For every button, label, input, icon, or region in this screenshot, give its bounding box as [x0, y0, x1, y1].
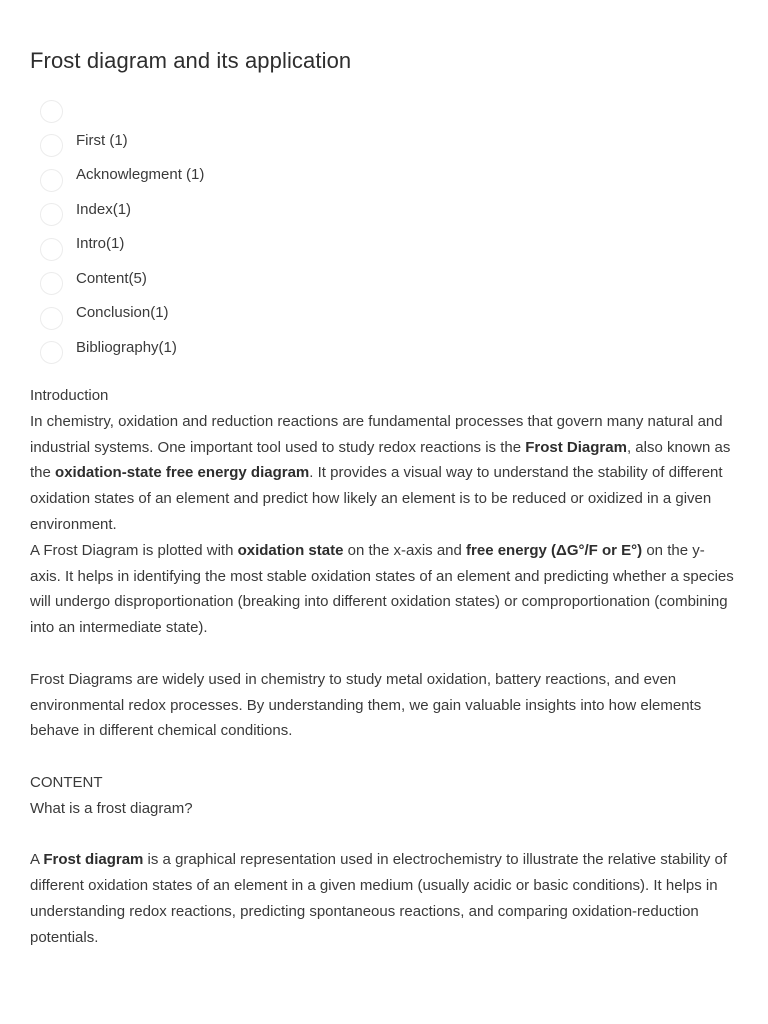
page-title: Frost diagram and its application	[30, 48, 352, 73]
checkbox-circle[interactable]	[40, 307, 63, 330]
checklist-item[interactable]	[40, 159, 205, 194]
checkbox-circle[interactable]	[40, 169, 63, 192]
bold-term: Frost diagram	[43, 851, 144, 869]
checklist-item[interactable]	[40, 90, 63, 125]
checklist-item-label: Acknowlegment (1)	[76, 166, 205, 183]
bold-term: Frost Diagram	[525, 438, 627, 456]
checklist-item-label: Bibliography(1)	[76, 338, 177, 356]
checklist-item[interactable]	[40, 263, 147, 298]
bold-term: oxidation state	[237, 541, 344, 559]
bold-term: free energy (ΔG°/F or E°)	[466, 541, 643, 559]
checklist-item-label: Index(1)	[76, 200, 132, 218]
paragraph-gap	[30, 744, 735, 770]
checkbox-circle[interactable]	[40, 134, 63, 157]
checklist-item[interactable]	[40, 125, 128, 160]
content-subheading: What is a frost diagram?	[30, 799, 193, 817]
checklist-item-label: Intro(1)	[76, 235, 125, 252]
checkbox-circle[interactable]	[40, 203, 63, 226]
intro-paragraph-1: In chemistry, oxidation and reduction reactions are fundamental processes that govern many natural and industrial systems. One important tool used to study redox reactions is the Frost Diagram, also known as the oxidation-state free energy diagram. It provides a visual way to understand the stability of different oxidation states of an element and predict how likely an element is to be reduced or oxidized in a given environment.	[30, 412, 731, 533]
checklist-item[interactable]	[40, 228, 125, 263]
document-body	[30, 383, 735, 951]
checklist-item-label: Content(5)	[76, 269, 147, 287]
checkbox-circle[interactable]	[40, 100, 63, 123]
intro-paragraph-2: A Frost Diagram is plotted with oxidation state on the x-axis and free energy (ΔG°/F or E°) on the y-axis. It helps in identifying the most stable oxidation states of an element and predicting whether a species will undergo disproportionation (breaking into different oxidation states) or comproportionation (combining into an intermediate state).	[30, 541, 734, 637]
checklist-item[interactable]	[40, 297, 169, 332]
content-heading: CONTENT	[30, 773, 103, 791]
paragraph-gap	[30, 822, 735, 848]
checkbox-circle[interactable]	[40, 238, 63, 261]
paragraph-gap	[30, 641, 735, 667]
checkbox-circle[interactable]	[40, 341, 63, 364]
intro-heading: Introduction	[30, 387, 109, 404]
checklist	[40, 90, 205, 366]
checklist-item-label: First (1)	[76, 131, 128, 149]
intro-paragraph-3: Frost Diagrams are widely used in chemistry to study metal oxidation, battery reactions, and even environmental redox processes. By understanding them, we gain valuable insights into how elements behave in different chemical conditions.	[30, 670, 702, 740]
bold-term: oxidation-state free energy diagram	[55, 464, 310, 482]
checkbox-circle[interactable]	[40, 272, 63, 295]
checklist-item[interactable]	[40, 332, 177, 367]
content-paragraph-1: A Frost diagram is a graphical representation used in electrochemistry to illustrate the relative stability of different oxidation states of an element in a given medium (usually acidic or basic conditions). It helps in understanding redox reactions, predicting spontaneous reactions, and comparing oxidation-reduction potentials.	[30, 851, 728, 946]
checklist-item[interactable]	[40, 194, 132, 229]
checklist-item-label: Conclusion(1)	[76, 304, 169, 321]
